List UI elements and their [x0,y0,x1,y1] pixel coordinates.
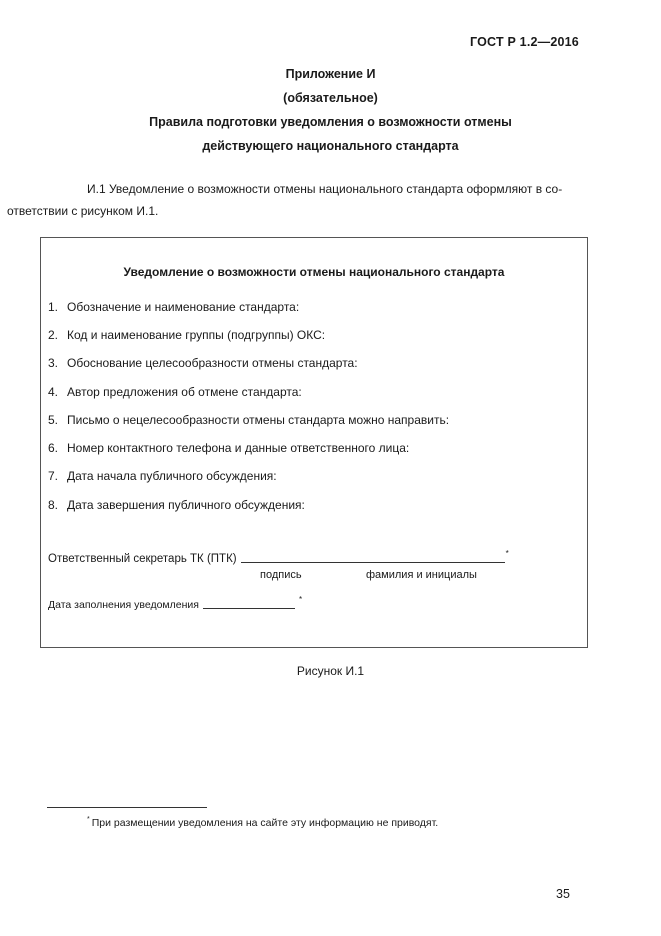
footnote-divider [47,807,207,808]
page-number: 35 [556,887,570,901]
form-item-number: 6. [48,441,59,455]
form-item-text: Номер контактного телефона и данные ответственного лица: [67,441,410,455]
footnote [86,816,438,829]
form-item-number: 4. [48,385,59,399]
notification-form-figure [40,237,588,648]
form-item-text: Код и наименование группы (подгруппы) ОКС: [67,328,326,342]
fill-date-label: Дата заполнения уведомления [48,599,199,611]
form-item-number: 8. [48,498,59,512]
footnote-text: При размещении уведомления на сайте эту информацию не приводят. [91,817,439,829]
form-item-number: 2. [48,328,59,342]
annex-title: Приложение И [285,67,376,81]
form-item [48,413,449,427]
form-item [48,300,299,314]
form-item-number: 7. [48,469,59,483]
form-item [48,441,409,455]
fill-date-line [48,595,302,611]
form-item-number: 1. [48,300,59,314]
signature-caption: подпись [260,569,302,581]
intro-paragraph-line1: И.1 Уведомление о возможности отмены национального стандарта оформляют в со- [87,182,563,196]
name-caption: фамилия и инициалы [366,569,477,581]
form-item-number: 5. [48,413,59,427]
form-item [48,328,325,342]
annex-heading-line1: Правила подготовки уведомления о возможности отмены [149,115,512,129]
signature-blank [241,550,505,563]
form-title: Уведомление о возможности отмены национального стандарта [123,265,505,279]
annex-heading-line2: действующего национального стандарта [202,139,459,153]
secretary-signature-line [48,549,509,565]
intro-paragraph [7,178,582,222]
footnote-mark: * [298,595,303,604]
form-item-number: 3. [48,356,59,370]
form-item-text: Письмо о нецелесообразности отмены стандарта можно направить: [67,413,450,427]
footnote-mark: * [505,549,509,558]
form-item-text: Автор предложения об отмене стандарта: [67,385,302,399]
figure-caption: Рисунок И.1 [296,664,365,678]
form-item [48,385,302,399]
intro-paragraph-line2: ответствии с рисунком И.1. [7,204,159,218]
form-item [48,498,305,512]
form-item-text: Обоснование целесообразности отмены стандарта: [67,356,358,370]
form-item-text: Обозначение и наименование стандарта: [67,300,300,314]
form-item-text: Дата начала публичного обсуждения: [67,469,277,483]
footnote-mark: * [87,816,90,823]
document-code: ГОСТ Р 1.2—2016 [470,35,579,49]
form-item [48,356,358,370]
form-item [48,469,277,483]
annex-status: (обязательное) [283,91,378,105]
date-blank [203,597,295,609]
form-item-text: Дата завершения публичного обсуждения: [67,498,305,512]
secretary-label: Ответственный секретарь ТК (ПТК) [48,553,237,565]
